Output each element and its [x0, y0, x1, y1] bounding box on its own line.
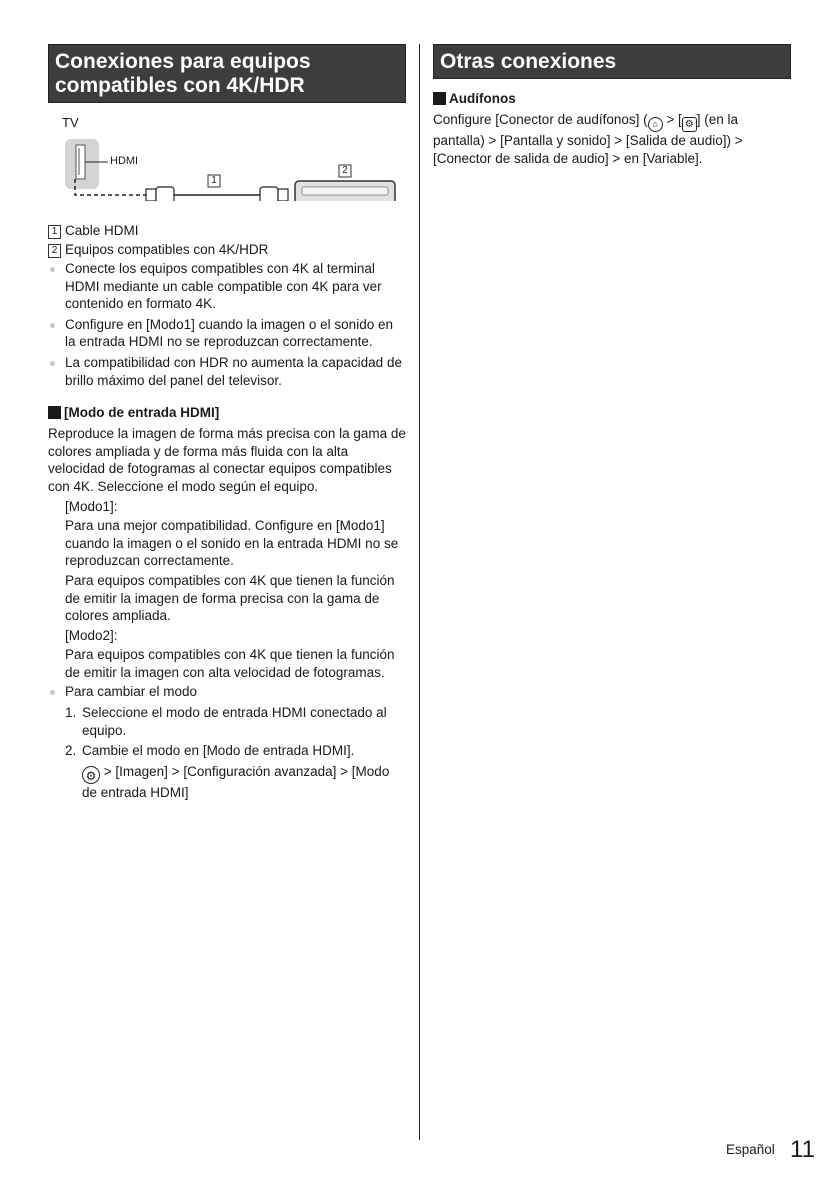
headphones-paragraph — [433, 111, 791, 167]
connection-diagram — [48, 103, 406, 201]
steps-list — [48, 704, 406, 760]
step-item — [65, 704, 406, 739]
section-title-4k-hdr — [48, 44, 406, 103]
heading-square-icon — [48, 406, 61, 419]
other-title: Otras conexiones — [440, 50, 617, 73]
footer-language: Español — [726, 1142, 775, 1157]
legend-num-1: 1 — [48, 225, 61, 239]
hdmi-mode-section — [48, 405, 406, 801]
hdmi-plug-left-icon — [146, 187, 174, 201]
mode1-text-a: Para una mejor compatibilidad. Configure en [Modo1] cuando la imagen o el sonido en la entrada HDMI no se reproduzcan correctamente. — [65, 518, 399, 569]
para-part-b: > [ — [662, 112, 682, 127]
step-number: 2. — [65, 743, 77, 759]
mode2-text: Para equipos compatibles con 4K que tienen la función de emitir la imagen con alta velocidad de fotogramas. — [65, 647, 395, 680]
mode1-label: [Modo1]: — [65, 498, 118, 514]
notes-list — [48, 260, 406, 389]
step-text: Cambie el modo en [Modo de entrada HDMI]. — [82, 743, 355, 759]
title-line-1: Conexiones para equipos — [55, 50, 311, 73]
mode2-label: [Modo2]: — [65, 627, 118, 643]
heading-square-icon — [433, 92, 446, 105]
note-item: La compatibilidad con HDR no aumenta la capacidad de brillo máximo del panel del televisor. — [48, 354, 406, 389]
para-part-c: ] (en la pantalla) > [Pantalla y sonido] > [Salida de audio]) > [Conector de salida de audio] > en [Variable]. — [433, 112, 743, 166]
diagram-drawing — [48, 103, 406, 201]
settings-path — [48, 763, 406, 802]
note-item: Conecte los equipos compatibles con 4K al terminal HDMI mediante un cable compatible con 4K para ver contenido en formato 4K. — [48, 260, 406, 313]
step-number: 1. — [65, 705, 77, 721]
settings-path-text: > [Imagen] > [Configuración avanzada] > [Modo de entrada HDMI] — [82, 763, 390, 800]
headphones-heading-text: Audífonos — [449, 91, 516, 106]
legend-text-1: Cable HDMI — [65, 223, 139, 238]
legend-num-2: 2 — [48, 244, 61, 258]
section-title-other — [433, 44, 791, 79]
legend-text-2: Equipos compatibles con 4K/HDR — [65, 242, 269, 257]
diagram-num-2: 2 — [342, 165, 348, 176]
para-part-a: Configure [Conector de audífonos] ( — [433, 112, 648, 127]
hdmi-port-icon — [76, 145, 85, 179]
change-mode-item: Para cambiar el modo — [48, 683, 406, 701]
title-line-2: compatibles con 4K/HDR — [55, 74, 305, 97]
legend — [48, 221, 406, 259]
gear-settings-icon: ⚙ — [682, 117, 697, 132]
page-number: 11 — [790, 1136, 815, 1163]
diagram-num-1: 1 — [211, 175, 217, 186]
mode1-text-b: Para equipos compatibles con 4K que tienen la función de emitir la imagen de forma precisa con la gama de colores ampliada. — [65, 572, 395, 624]
hdmi-mode-heading-text: [Modo de entrada HDMI] — [64, 405, 220, 421]
hdmi-mode-intro: Reproduce la imagen de forma más precisa con la gama de colores ampliada y de forma más fluida con la alta velocidad de fotogramas al conectar equipos compatibles con 4K. Seleccione el modo según el equipo. — [48, 426, 406, 494]
hdmi-label: HDMI — [110, 155, 139, 167]
step-text: Seleccione el modo de entrada HDMI conectado al equipo. — [82, 705, 387, 738]
step-item — [65, 742, 406, 760]
legend-item-1 — [48, 221, 406, 240]
legend-item-2 — [48, 240, 406, 259]
mode-descriptions — [48, 498, 406, 682]
4k-device-icon — [295, 181, 395, 201]
hdmi-plug-right-icon — [260, 187, 288, 201]
hdmi-mode-heading — [48, 405, 406, 420]
right-column — [433, 44, 791, 167]
left-column — [48, 44, 406, 801]
note-item: Configure en [Modo1] cuando la imagen o el sonido en la entrada HDMI no se reproduzcan correctamente. — [48, 316, 406, 351]
gear-icon: ⚙ — [82, 766, 100, 784]
home-icon: ⌂ — [648, 117, 663, 132]
tv-label: TV — [62, 115, 79, 130]
headphones-heading — [433, 91, 791, 106]
change-mode-list — [48, 683, 406, 701]
column-divider — [419, 44, 420, 1140]
